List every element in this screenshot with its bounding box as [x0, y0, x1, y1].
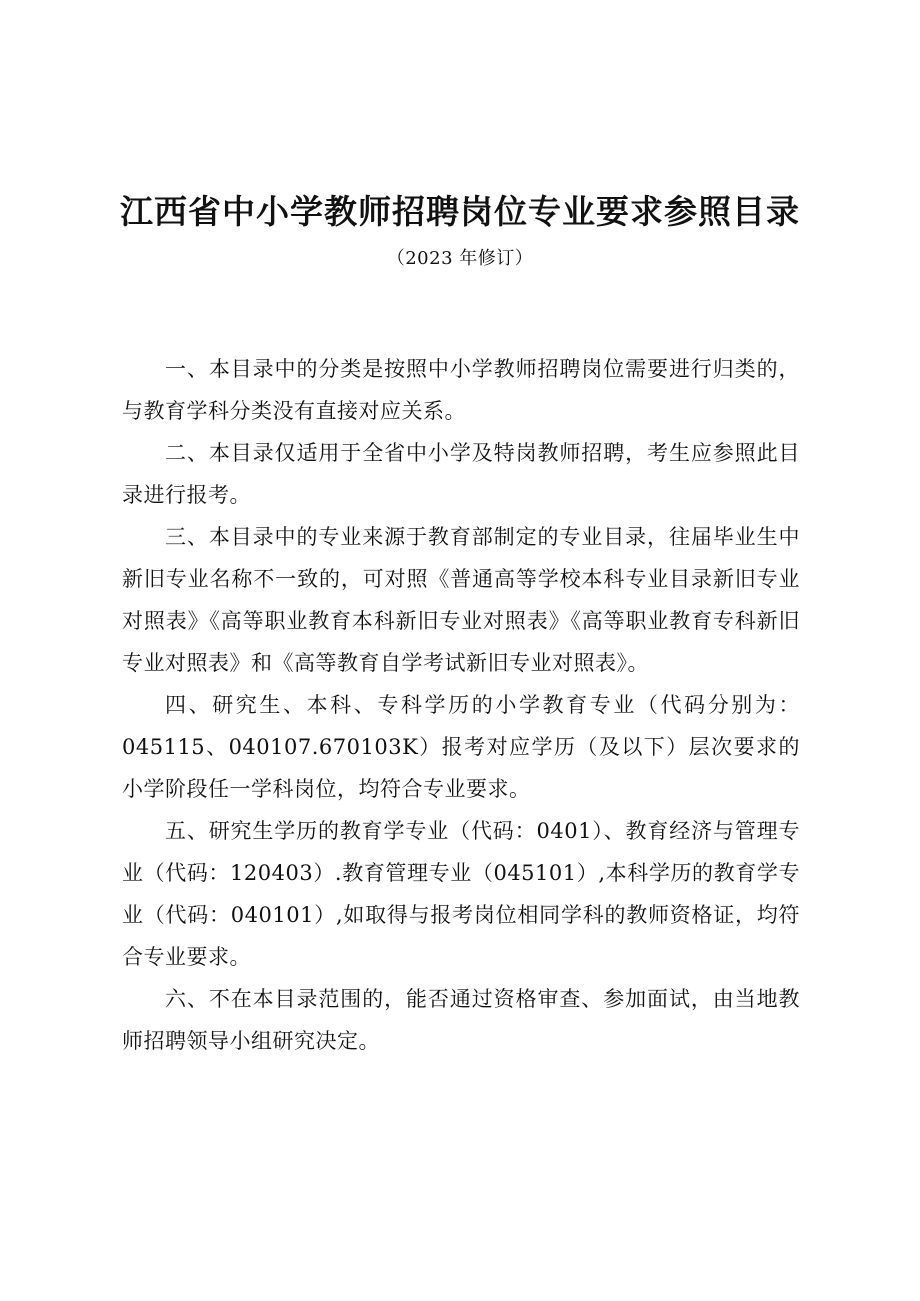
paragraph-2: 二、本目录仅适用于全省中小学及特岗教师招聘，考生应参照此目录进行报考。 [122, 441, 800, 507]
paragraph-3: 三、本目录中的专业来源于教育部制定的专业目录，往届毕业生中新旧专业名称不一致的，可对照《普通高等学校本科专业目录新旧专业对照表》《高等职业教育本科新旧专业对照表》《高等职业教育专科新旧专业对照表》和《高等教育自学考试新旧专业对照表》。 [122, 525, 800, 675]
document-subtitle: （2023 年修订） [386, 248, 534, 269]
document-body [122, 348, 800, 1062]
document-title: 江西省中小学教师招聘岗位专业要求参照目录 [120, 192, 800, 231]
paragraph-4: 四、研究生、本科、专科学历的小学教育专业（代码分别为：045115、040107.670103K）报考对应学历（及以下）层次要求的小学阶段任一学科岗位，均符合专业要求。 [122, 693, 800, 801]
paragraph-1: 一、本目录中的分类是按照中小学教师招聘岗位需要进行归类的，与教育学科分类没有直接对应关系。 [122, 357, 800, 423]
paragraph-6: 六、不在本目录范围的，能否通过资格审查、参加面试，由当地教师招聘领导小组研究决定。 [122, 987, 800, 1053]
paragraph-5: 五、研究生学历的教育学专业（代码：0401）、教育经济与管理专业（代码：120403）.教育管理专业（045101）,本科学历的教育学专业（代码：040101）,如取得与报考岗位相同学科的教师资格证，均符合专业要求。 [122, 819, 800, 969]
